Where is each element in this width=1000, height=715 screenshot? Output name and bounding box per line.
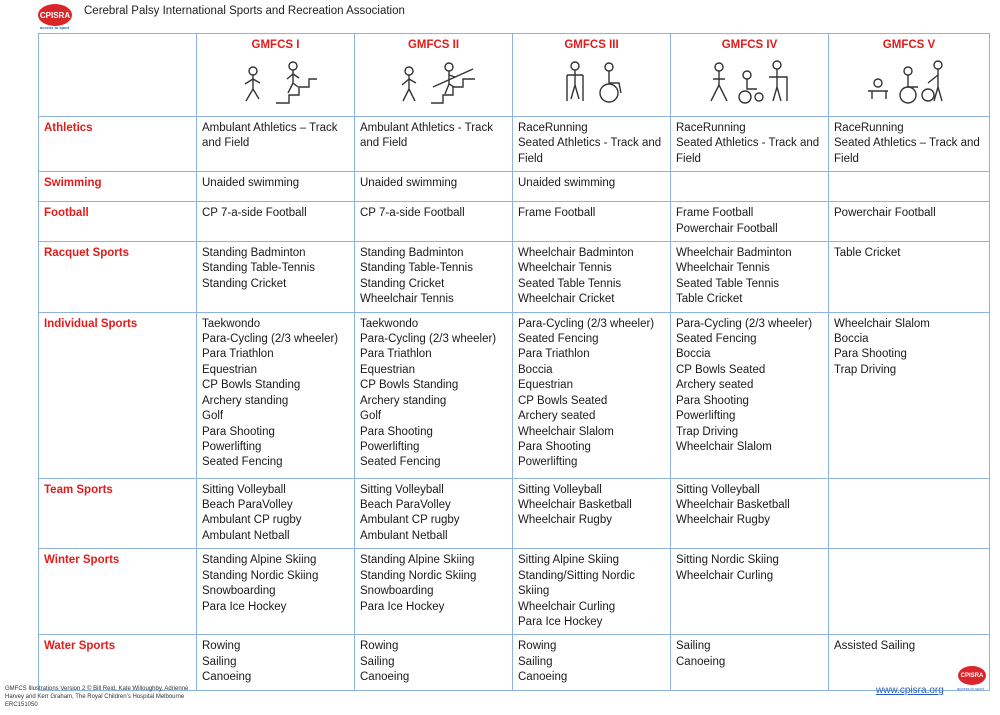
sport-item: Assisted Sailing bbox=[834, 640, 916, 653]
sport-item: RaceRunning bbox=[518, 122, 588, 134]
sport-item: Ambulant Athletics – Track and Field bbox=[202, 122, 338, 150]
sport-item: Archery seated bbox=[676, 379, 754, 392]
sport-item: Standing Nordic Skiing bbox=[360, 569, 477, 582]
sport-item: Wheelchair Slalom bbox=[834, 317, 930, 330]
table-row-swimming bbox=[39, 172, 990, 202]
logo-text: CPISRA bbox=[960, 672, 984, 679]
sport-item: Wheelchair Slalom bbox=[518, 425, 614, 438]
table-cell bbox=[829, 172, 990, 202]
sport-item: Table Cricket bbox=[834, 247, 901, 260]
cpisra-logo bbox=[38, 4, 72, 30]
table-row-team-sports bbox=[39, 478, 990, 549]
sport-item: Beach ParaVolley bbox=[202, 499, 293, 512]
sport-item: Para Shooting bbox=[202, 425, 275, 438]
sport-item: Unaided swimming bbox=[518, 177, 616, 190]
sports-by-gmfcs-table bbox=[38, 33, 990, 691]
sport-item: Sitting Nordic Skiing bbox=[676, 554, 779, 567]
sport-item: Snowboarding bbox=[360, 585, 434, 598]
sport-item: Para Triathlon bbox=[518, 348, 590, 361]
sport-item: Para Ice Hockey bbox=[518, 615, 603, 628]
column-header-gmfcs-4 bbox=[671, 34, 829, 117]
sport-item: Frame Football bbox=[518, 207, 596, 220]
sport-item: Archery seated bbox=[518, 410, 596, 423]
column-header-gmfcs-1 bbox=[197, 34, 355, 117]
sport-item: Standing Nordic Skiing bbox=[202, 569, 319, 582]
sport-item: Wheelchair Curling bbox=[676, 569, 774, 582]
table-cell bbox=[671, 172, 829, 202]
sport-item: RaceRunning bbox=[834, 122, 904, 134]
column-header-gmfcs-5 bbox=[829, 34, 990, 117]
table-cell bbox=[355, 172, 513, 202]
sport-item: Para Ice Hockey bbox=[360, 600, 445, 613]
sport-item: Standing Cricket bbox=[360, 277, 445, 290]
sport-item: Para-Cycling (2/3 wheeler) bbox=[676, 317, 813, 330]
sport-item: Seated Fencing bbox=[518, 333, 599, 346]
sport-item: Para-Cycling (2/3 wheeler) bbox=[202, 333, 339, 346]
sport-item: CP Bowls Seated bbox=[676, 363, 766, 376]
sport-item: Unaided swimming bbox=[202, 177, 300, 190]
table-cell bbox=[829, 312, 990, 478]
logo-text: CPISRA bbox=[39, 10, 71, 20]
sport-item: Para Shooting bbox=[834, 348, 907, 361]
sport-item: Seated Athletics – Track and Field bbox=[834, 137, 980, 165]
table-cell bbox=[197, 202, 355, 242]
row-label: Individual Sports bbox=[39, 312, 197, 478]
sport-item: CP 7-a-side Football bbox=[202, 207, 307, 220]
sport-item: Canoeing bbox=[202, 671, 252, 684]
sport-item: Para-Cycling (2/3 wheeler) bbox=[518, 317, 655, 330]
row-label: Athletics bbox=[39, 117, 197, 172]
sport-item: Ambulant CP rugby bbox=[360, 514, 460, 527]
sport-item: Standing Alpine Skiing bbox=[360, 554, 475, 567]
organization-title: Cerebral Palsy International Sports and Recreation Association bbox=[84, 5, 405, 17]
table-cell bbox=[671, 312, 829, 478]
sport-item: Para-Cycling (2/3 wheeler) bbox=[360, 333, 497, 346]
sport-item: Canoeing bbox=[676, 655, 726, 668]
sport-item: Sitting Volleyball bbox=[360, 483, 444, 496]
child-walker-and-wheelchair-illustration bbox=[547, 57, 637, 107]
child-supported-mobility-illustration bbox=[864, 57, 954, 107]
table-cell bbox=[355, 635, 513, 690]
column-label: GMFCS I bbox=[251, 39, 300, 51]
table-row-winter-sports bbox=[39, 549, 990, 635]
table-row-football bbox=[39, 202, 990, 242]
table-cell bbox=[197, 478, 355, 549]
table-cell bbox=[671, 478, 829, 549]
sport-item: Ambulant CP rugby bbox=[202, 514, 302, 527]
sport-item: Canoeing bbox=[518, 671, 568, 684]
header-row bbox=[39, 34, 990, 117]
sport-item: Rowing bbox=[202, 640, 241, 653]
sport-item: Sailing bbox=[360, 655, 395, 668]
sport-item: Powerchair Football bbox=[834, 207, 936, 220]
table-row-water-sports bbox=[39, 635, 990, 690]
sport-item: Wheelchair Tennis bbox=[360, 293, 454, 306]
table-row-racquet-sports bbox=[39, 242, 990, 313]
sport-item: Powerlifting bbox=[518, 456, 578, 469]
table-cell bbox=[671, 635, 829, 690]
sport-item: Seated Table Tennis bbox=[518, 277, 622, 290]
sport-item: Sitting Volleyball bbox=[676, 483, 760, 496]
table-cell bbox=[513, 312, 671, 478]
sport-item: Ambulant Netball bbox=[202, 529, 290, 542]
sport-item: Wheelchair Basketball bbox=[518, 499, 632, 512]
illustration-credit: GMFCS Illustrations Version 2 © Bill Reid, Kate Willoughby, Adrienne Harvey and Kerr Graham, The Royal Children’s Hospital Melbourne ERC151050 bbox=[5, 686, 189, 708]
sport-item: CP Bowls Standing bbox=[360, 379, 459, 392]
sport-item: Standing Table-Tennis bbox=[202, 262, 315, 275]
sport-item: Wheelchair Tennis bbox=[676, 262, 770, 275]
table-cell bbox=[829, 549, 990, 635]
column-header-gmfcs-3 bbox=[513, 34, 671, 117]
sport-item: Standing Cricket bbox=[202, 277, 287, 290]
sport-item: CP Bowls Seated bbox=[518, 394, 608, 407]
logo-tagline: access to sport bbox=[40, 25, 70, 30]
sport-item: Taekwondo bbox=[360, 317, 419, 330]
sport-item: Table Cricket bbox=[676, 293, 743, 306]
table-cell bbox=[355, 242, 513, 313]
sport-item: Wheelchair Badminton bbox=[676, 247, 792, 260]
sport-item: Sailing bbox=[676, 640, 711, 653]
sport-item: Beach ParaVolley bbox=[360, 499, 451, 512]
table-cell bbox=[513, 635, 671, 690]
table-row-athletics bbox=[39, 117, 990, 172]
corner-cell bbox=[39, 34, 197, 117]
website-link[interactable]: www.cpisra.org bbox=[876, 685, 944, 696]
table-cell bbox=[829, 242, 990, 313]
sport-item: Powerlifting bbox=[360, 440, 420, 453]
sport-item: Seated Athletics - Track and Field bbox=[676, 137, 820, 165]
table-cell bbox=[197, 172, 355, 202]
sport-item: RaceRunning bbox=[676, 122, 746, 134]
sport-item: Wheelchair Basketball bbox=[676, 499, 790, 512]
sport-item: Sitting Volleyball bbox=[202, 483, 286, 496]
sport-item: Para Ice Hockey bbox=[202, 600, 287, 613]
table-cell bbox=[355, 202, 513, 242]
sport-item: Standing Table-Tennis bbox=[360, 262, 473, 275]
sport-item: Ambulant Netball bbox=[360, 529, 448, 542]
sport-item: CP Bowls Standing bbox=[202, 379, 301, 392]
sport-item: Standing Badminton bbox=[360, 247, 464, 260]
row-label: Team Sports bbox=[39, 478, 197, 549]
sport-item: Snowboarding bbox=[202, 585, 276, 598]
table-cell bbox=[355, 312, 513, 478]
sport-item: Standing Badminton bbox=[202, 247, 306, 260]
sport-item: Wheelchair Rugby bbox=[518, 514, 612, 527]
sport-item: Powerlifting bbox=[676, 410, 736, 423]
sport-item: Powerchair Football bbox=[676, 222, 778, 235]
table-cell bbox=[671, 117, 829, 172]
child-power-mobility-illustration bbox=[705, 57, 795, 107]
sport-item: Canoeing bbox=[360, 671, 410, 684]
sport-item: Sailing bbox=[202, 655, 237, 668]
table-cell bbox=[829, 478, 990, 549]
sport-item: Para Shooting bbox=[518, 440, 591, 453]
page-header bbox=[38, 0, 405, 30]
logo-tagline: access to sport bbox=[957, 686, 984, 691]
sport-item: Trap Driving bbox=[676, 425, 739, 438]
sport-item: CP 7-a-side Football bbox=[360, 207, 465, 220]
sport-item: Boccia bbox=[676, 348, 711, 361]
cpisra-footer-logo bbox=[958, 666, 986, 685]
column-header-gmfcs-2 bbox=[355, 34, 513, 117]
table-row-individual-sports bbox=[39, 312, 990, 478]
sport-item: Wheelchair Badminton bbox=[518, 247, 634, 260]
sport-item: Equestrian bbox=[360, 363, 415, 376]
table-cell bbox=[513, 117, 671, 172]
sport-item: Boccia bbox=[518, 363, 553, 376]
table-cell bbox=[513, 549, 671, 635]
sport-item: Seated Fencing bbox=[202, 456, 283, 469]
table-cell bbox=[829, 202, 990, 242]
sport-item: Para Shooting bbox=[676, 394, 749, 407]
child-with-handrail-illustration bbox=[389, 57, 479, 107]
sport-item: Sitting Alpine Skiing bbox=[518, 554, 620, 567]
sport-item: Ambulant Athletics - Track and Field bbox=[360, 122, 493, 150]
sport-item: Golf bbox=[360, 410, 382, 423]
sport-item: Boccia bbox=[834, 333, 869, 346]
sport-item: Standing/Sitting Nordic Skiing bbox=[518, 569, 635, 598]
column-label: GMFCS V bbox=[882, 39, 936, 51]
sport-item: Equestrian bbox=[518, 379, 573, 392]
table-cell bbox=[513, 478, 671, 549]
sport-item: Wheelchair Curling bbox=[518, 600, 616, 613]
sport-item: Unaided swimming bbox=[360, 177, 458, 190]
sport-item: Trap Driving bbox=[834, 363, 897, 376]
table-cell bbox=[513, 202, 671, 242]
sport-item: Seated Fencing bbox=[676, 333, 757, 346]
table-cell bbox=[355, 549, 513, 635]
child-climbing-stairs-illustration bbox=[231, 57, 321, 107]
sport-item: Wheelchair Rugby bbox=[676, 514, 770, 527]
sport-item: Seated Table Tennis bbox=[676, 277, 780, 290]
sport-item: Seated Fencing bbox=[360, 456, 441, 469]
sport-item: Sailing bbox=[518, 655, 553, 668]
table-cell bbox=[671, 202, 829, 242]
table-cell bbox=[197, 635, 355, 690]
table-cell bbox=[355, 478, 513, 549]
sport-item: Archery standing bbox=[360, 394, 447, 407]
column-label: GMFCS IV bbox=[721, 39, 778, 51]
column-label: GMFCS III bbox=[564, 39, 619, 51]
table-cell bbox=[671, 549, 829, 635]
sport-item: Powerlifting bbox=[202, 440, 262, 453]
table-cell bbox=[513, 242, 671, 313]
sport-item: Frame Football bbox=[676, 207, 754, 220]
sport-item: Para Shooting bbox=[360, 425, 433, 438]
sport-item: Taekwondo bbox=[202, 317, 261, 330]
sport-item: Wheelchair Cricket bbox=[518, 293, 615, 306]
sport-item: Archery standing bbox=[202, 394, 289, 407]
row-label: Racquet Sports bbox=[39, 242, 197, 313]
table-cell bbox=[197, 549, 355, 635]
sport-item: Equestrian bbox=[202, 363, 257, 376]
row-label: Swimming bbox=[39, 172, 197, 202]
sport-item: Rowing bbox=[360, 640, 399, 653]
sport-item: Para Triathlon bbox=[202, 348, 274, 361]
row-label: Football bbox=[39, 202, 197, 242]
table-cell bbox=[671, 242, 829, 313]
sport-item: Golf bbox=[202, 410, 224, 423]
table-cell bbox=[513, 172, 671, 202]
column-label: GMFCS II bbox=[407, 39, 460, 51]
table-cell bbox=[355, 117, 513, 172]
sport-item: Para Triathlon bbox=[360, 348, 432, 361]
sport-item: Rowing bbox=[518, 640, 557, 653]
sport-item: Standing Alpine Skiing bbox=[202, 554, 317, 567]
sport-item: Wheelchair Slalom bbox=[676, 440, 772, 453]
table-cell bbox=[197, 117, 355, 172]
row-label: Winter Sports bbox=[39, 549, 197, 635]
sport-item: Sitting Volleyball bbox=[518, 483, 602, 496]
table-cell bbox=[197, 242, 355, 313]
table-cell bbox=[829, 117, 990, 172]
table-cell bbox=[197, 312, 355, 478]
sport-item: Wheelchair Tennis bbox=[518, 262, 612, 275]
row-label: Water Sports bbox=[39, 635, 197, 690]
sport-item: Seated Athletics - Track and Field bbox=[518, 137, 662, 165]
